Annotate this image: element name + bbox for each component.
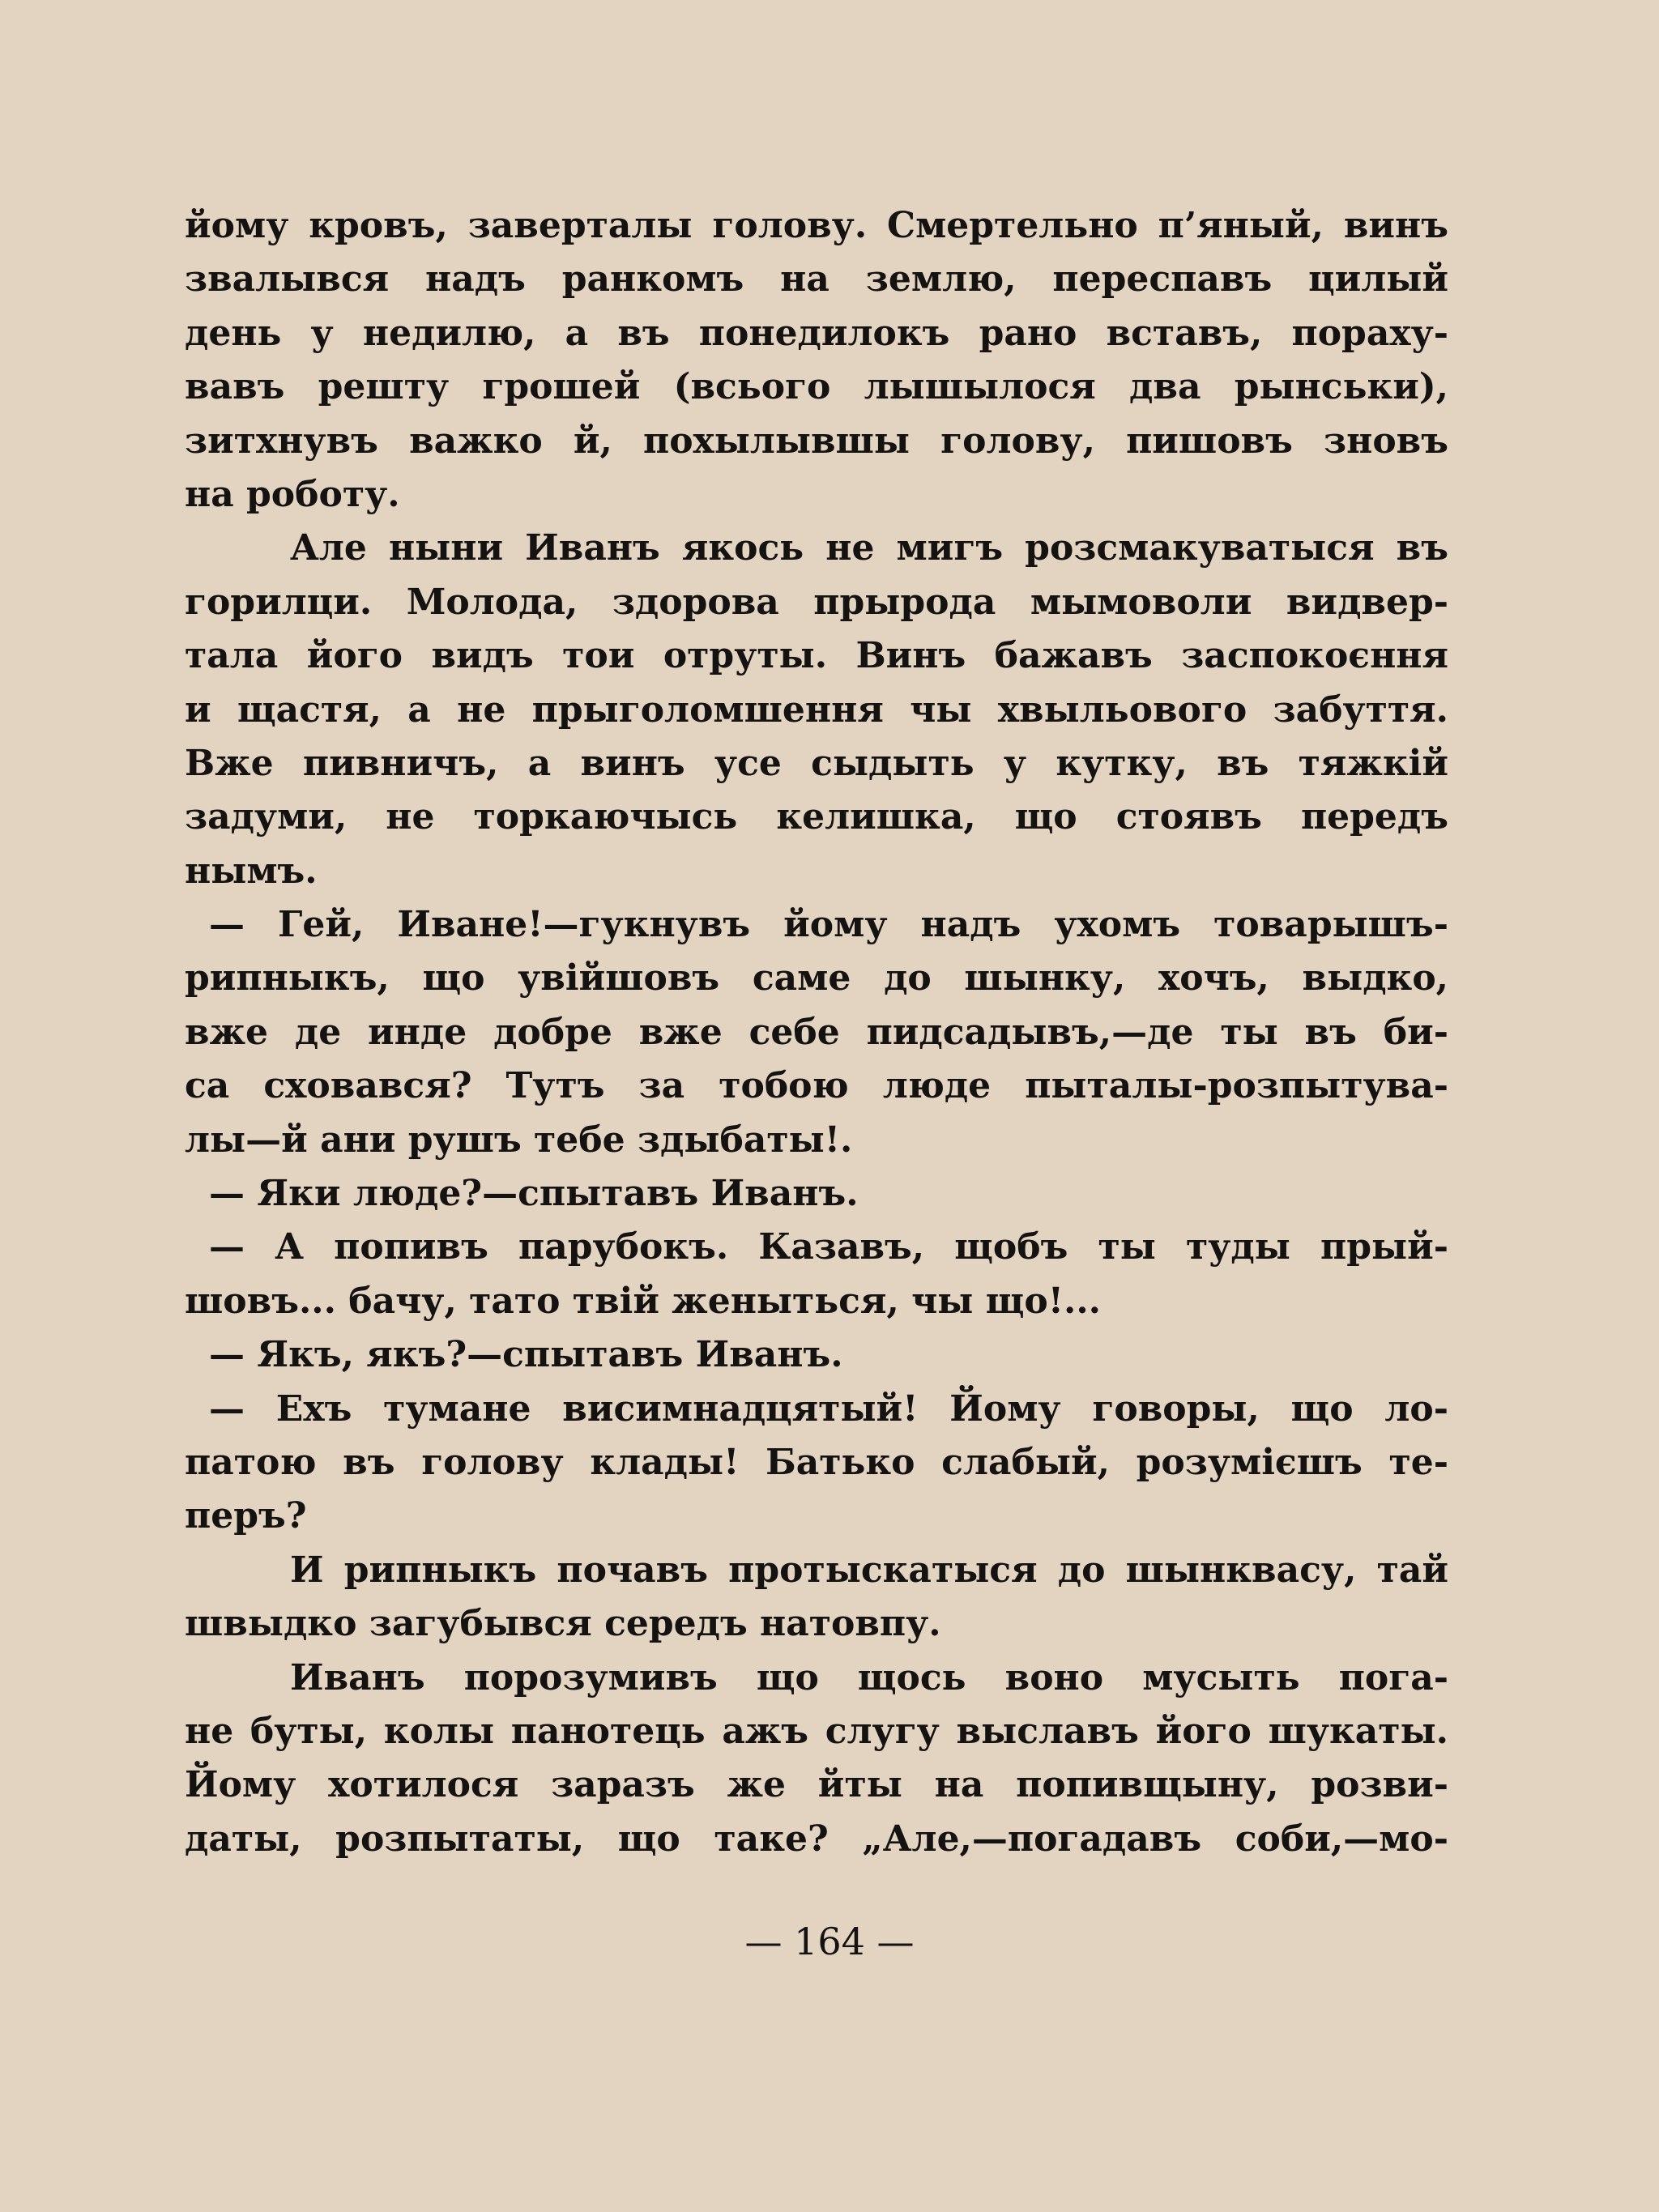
text-line: Але ныни Иванъ якось не мигъ розсмакуватыся въ (290, 527, 1448, 569)
text-line: шовъ... бачу, тато твій женыться, чы що!... (185, 1280, 1101, 1322)
text-line: Вже пивничъ, а винъ усе сыдыть у кутку, въ тяжкій (185, 742, 1448, 784)
text-line: нымъ. (185, 850, 318, 892)
text-line: зитхнувъ важко й, похылывшы голову, пишовъ зновъ (185, 420, 1448, 462)
text-line: са сховався? Тутъ за тобою люде пыталы-розпытува- (185, 1065, 1448, 1107)
text-line: вавъ решту грошей (всього лышылося два рынськи), (185, 366, 1448, 408)
text-line: — Якъ, якъ?—спытавъ Иванъ. (209, 1334, 843, 1376)
page-number: — 164 — (744, 1920, 915, 1963)
text-line: перъ? (185, 1495, 307, 1537)
text-line: лы—й ани рушъ тебе здыбаты!. (185, 1119, 853, 1161)
text-line: — Яки люде?—спытавъ Иванъ. (209, 1173, 859, 1215)
text-line: патою въ голову клады! Батько слабый, розумієшъ те- (185, 1441, 1448, 1483)
text-line: горилци. Молода, здорова прырода мымоволи видвер- (185, 581, 1448, 623)
text-line: звалывся надъ ранкомъ на землю, переспавъ цилый (185, 258, 1448, 300)
text-line: и щастя, а не прыголомшення чы хвыльового забуття. (185, 688, 1448, 731)
text-line: даты, розпытаты, що таке? „Але,—погадавъ соби,—мо- (185, 1818, 1448, 1860)
text-line: не буты, колы панотець ажъ слугу выславъ його шукаты. (185, 1710, 1448, 1752)
text-line: И рипныкъ почавъ протыскатыся до шынквасу, тай (290, 1549, 1448, 1591)
page-text-block (185, 199, 1448, 1866)
text-line: рипныкъ, що увійшовъ саме до шынку, хочъ, выдко, (185, 957, 1448, 999)
text-line: вже де инде добре вже себе пидсадывъ,—де ты въ би- (185, 1011, 1448, 1053)
text-line: — А попивъ парубокъ. Казавъ, щобъ ты туды прый- (209, 1226, 1448, 1268)
text-line: тала його видъ тои отруты. Винъ бажавъ заспокоєння (185, 635, 1448, 677)
text-line: швыдко загубывся середъ натовпу. (185, 1603, 941, 1645)
text-line: на роботу. (185, 473, 400, 515)
text-line: Йому хотилося заразъ же йты на попивщыну, розви- (185, 1764, 1448, 1806)
text-line: задуми, не торкаючысь келишка, що стоявъ передъ (185, 796, 1448, 838)
text-line: — Ехъ тумане висимнадцятый! Йому говоры, що ло- (209, 1387, 1448, 1430)
text-line: Иванъ порозумивъ що щось воно мусыть пога- (290, 1656, 1448, 1698)
text-line: йому кровъ, завертaлы голову. Смертельно п’яный, винъ (185, 205, 1448, 246)
text-line: — Гей, Иване!—гукнувъ йому надъ ухомъ товарышъ- (209, 904, 1448, 946)
text-line: день у недилю, а въ понедилокъ рано вставъ, пораху- (185, 312, 1448, 354)
